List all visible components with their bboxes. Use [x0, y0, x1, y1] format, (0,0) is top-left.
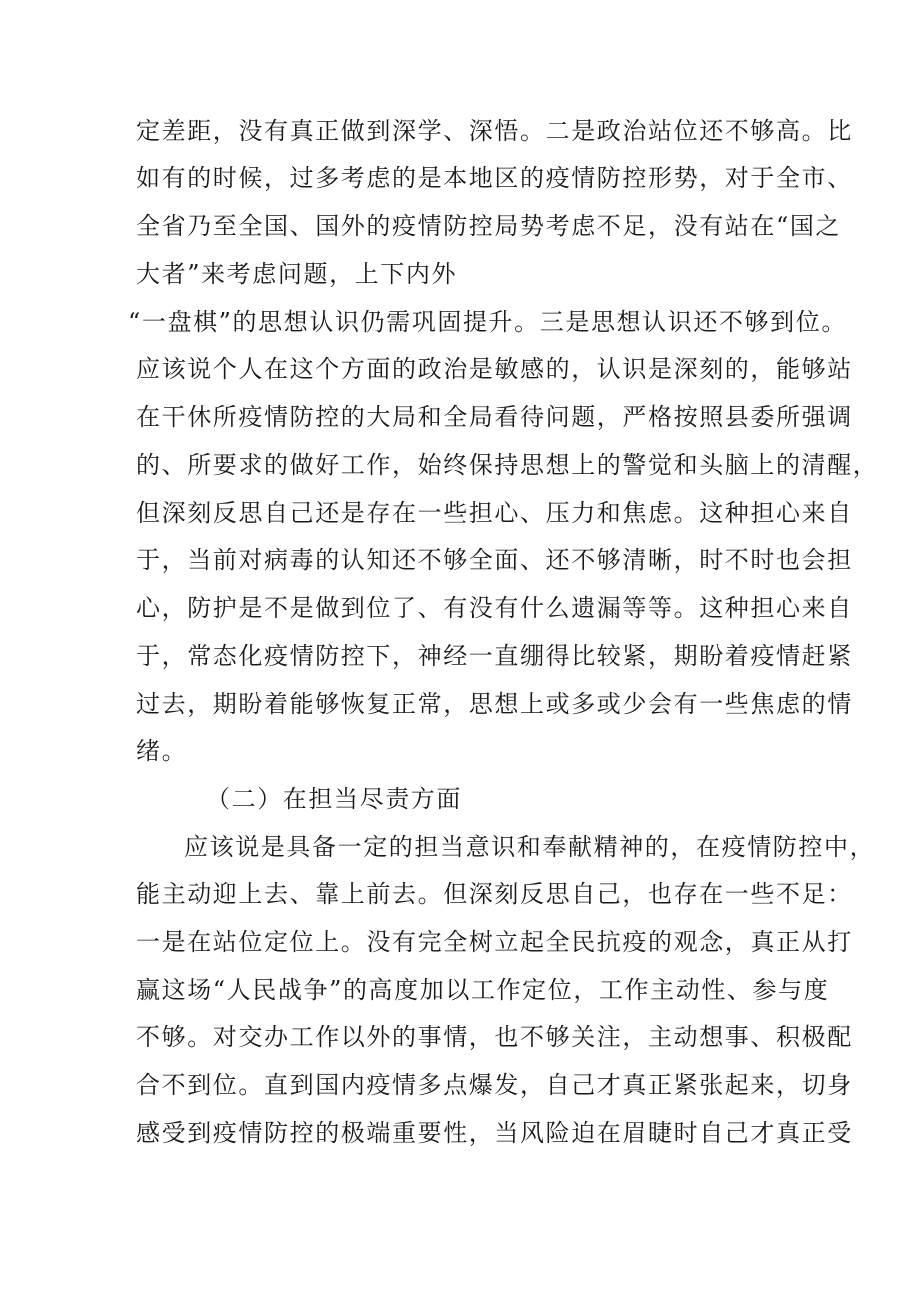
- paragraph-line: “一盘棋”的思想认识仍需巩固提升。三是思想认识还不够到位。: [128, 308, 847, 336]
- paragraph-line: 一是在站位定位上。没有完全树立起全民抗疫的观念，真正从打: [136, 928, 853, 956]
- paragraph-line: 应该说个人在这个方面的政治是敏感的，认识是深刻的，能够站: [136, 355, 853, 383]
- paragraph-line: 赢这场“人民战争”的高度加以工作定位，工作主动性、参与度: [136, 976, 830, 1004]
- paragraph-line: 定差距，没有真正做到深学、深悟。二是政治站位还不够高。比: [136, 117, 853, 145]
- paragraph-line: 于，常态化疫情防控下，神经一直绷得比较紧，期盼着疫情赶紧: [136, 642, 853, 670]
- paragraph-line: 在干休所疫情防控的大局和全局看待问题，严格按照县委所强调: [136, 403, 853, 431]
- paragraph-line: 大者”来考虑问题，上下内外: [136, 260, 458, 288]
- paragraph-line: 如有的时候，过多考虑的是本地区的疫情防控形势，对于全市、: [136, 164, 853, 192]
- section-heading: （二）在担当尽责方面: [206, 785, 462, 813]
- paragraph-line: 应该说是具备一定的担当意识和奉献精神的，在疫情防控中，: [184, 833, 876, 861]
- paragraph-line: 不够。对交办工作以外的事情，也不够关注，主动想事、积极配: [136, 1023, 853, 1051]
- paragraph-line: 感受到疫情防控的极端重要性，当风险迫在眉睫时自己才真正受: [136, 1119, 853, 1147]
- paragraph-line: 能主动迎上去、靠上前去。但深刻反思自己，也存在一些不足：: [136, 880, 853, 908]
- paragraph-line: 心，防护是不是做到位了、有没有什么遗漏等等。这种担心来自: [136, 594, 853, 622]
- paragraph-line: 绪。: [136, 737, 188, 765]
- paragraph-line: 全省乃至全国、国外的疫情防控局势考虑不足，没有站在“国之: [136, 212, 842, 240]
- paragraph-line: 合不到位。直到国内疫情多点爆发，自己才真正紧张起来，切身: [136, 1071, 853, 1099]
- paragraph-line: 但深刻反思自己还是存在一些担心、压力和焦虑。这种担心来自: [136, 499, 853, 527]
- paragraph-line: 于，当前对病毒的认知还不够全面、还不够清晰，时不时也会担: [136, 546, 853, 574]
- paragraph-line: 过去，期盼着能够恢复正常，思想上或多或少会有一些焦虑的情: [136, 690, 853, 718]
- paragraph-line: 的、所要求的做好工作，始终保持思想上的警觉和头脑上的清醒，: [136, 451, 879, 479]
